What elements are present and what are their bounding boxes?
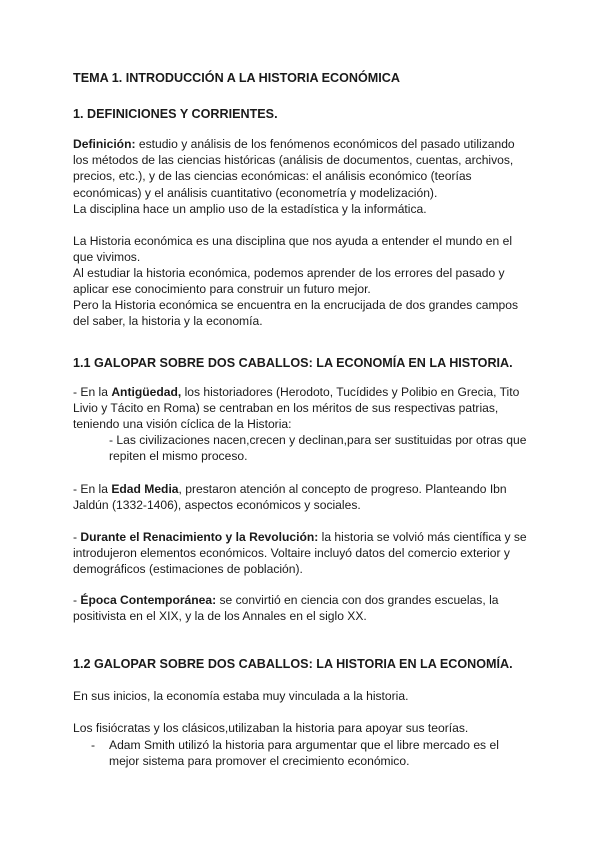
contemporanea-prefix: - (73, 593, 81, 607)
paragraph-contemporanea (73, 592, 533, 624)
definition-note: La disciplina hace un amplio uso de la estadística y la informática. (73, 202, 427, 216)
antiguedad-prefix: - En la (73, 385, 112, 399)
paragraph-encrucijada: Pero la Historia económica se encuentra en la encrucijada de dos grandes campos del saber, la historia y la economía. (73, 298, 519, 329)
paragraph-historia-economica: La Historia económica es una disciplina que nos ayuda a entender el mundo en el que vivimos. (73, 234, 513, 265)
contemporanea-text: se convirtió en ciencia con dos grandes escuelas, la positivista en el XIX, y la de los Annales en el siglo XX. (73, 593, 499, 624)
contemporanea-label: Época Contemporánea: (80, 593, 217, 607)
antiguedad-text: los historiadores (Herodoto, Tucídides y Polibio en Grecia, Tito Livio y Tácito en Roma) se centraban en los méritos de sus respectivas patrias, teniendo una visión cíclica de la Historia: (73, 385, 520, 432)
document-title: TEMA 1. INTRODUCCIÓN A LA HISTORIA ECONÓMICA (73, 71, 400, 85)
antiguedad-label: Antigüedad, (111, 385, 182, 399)
renacimiento-text: la historia se volvió más científica y se introdujeron elementos económicos. Voltaire incluyó datos del comercio exterior y demográficos (estimaciones de población). (73, 530, 527, 577)
renacimiento-label: Durante el Renacimiento y la Revolución: (80, 530, 319, 544)
bullet-dash: - (91, 738, 96, 752)
section-heading-economia-en-historia: 1.1 GALOPAR SOBRE DOS CABALLOS: LA ECONOMÍA EN LA HISTORIA. (73, 356, 513, 370)
paragraph-fisiocratas: Los fisiócratas y los clásicos,utilizaban la historia para apoyar sus teorías. (73, 721, 469, 735)
definition-paragraph (73, 136, 533, 201)
paragraph-errores-pasado: Al estudiar la historia económica, podemos aprender de los errores del pasado y aplicar ese conocimiento para construir un futuro mejor. (73, 266, 505, 297)
definition-label: Definición: (73, 137, 136, 151)
paragraph-inicios: En sus inicios, la economía estaba muy vinculada a la historia. (73, 689, 409, 703)
edad-media-label: Edad Media (111, 482, 179, 496)
section-heading-historia-en-economia: 1.2 GALOPAR SOBRE DOS CABALLOS: LA HISTORIA EN LA ECONOMÍA. (73, 657, 513, 671)
antiguedad-subpoint: - Las civilizaciones nacen,crecen y declinan,para ser sustituidas por otras que repiten el mismo proceso. (109, 433, 527, 464)
edad-media-prefix: - En la (73, 482, 112, 496)
edad-media-text: , prestaron atención al concepto de progreso. Planteando Ibn Jaldún (1332-1406), aspectos económicos y sociales. (73, 482, 507, 513)
paragraph-edad-media (73, 481, 533, 513)
paragraph-antiguedad (73, 384, 533, 433)
section-heading-definiciones: 1. DEFINICIONES Y CORRIENTES. (73, 107, 278, 121)
renacimiento-prefix: - (73, 530, 81, 544)
definition-text: estudio y análisis de los fenómenos económicos del pasado utilizando los métodos de las ciencias históricas (análisis de documentos, cuentas, archivos, precios, etc.), y de las ciencias económicas: el análisis económico (teorías económicas) y el análisis cuantitativo (econometría y modelización). (73, 137, 515, 200)
paragraph-renacimiento (73, 529, 533, 578)
bullet-adam-smith: Adam Smith utilizó la historia para argumentar que el libre mercado es el mejor sistema para promover el crecimiento económico. (109, 738, 499, 769)
